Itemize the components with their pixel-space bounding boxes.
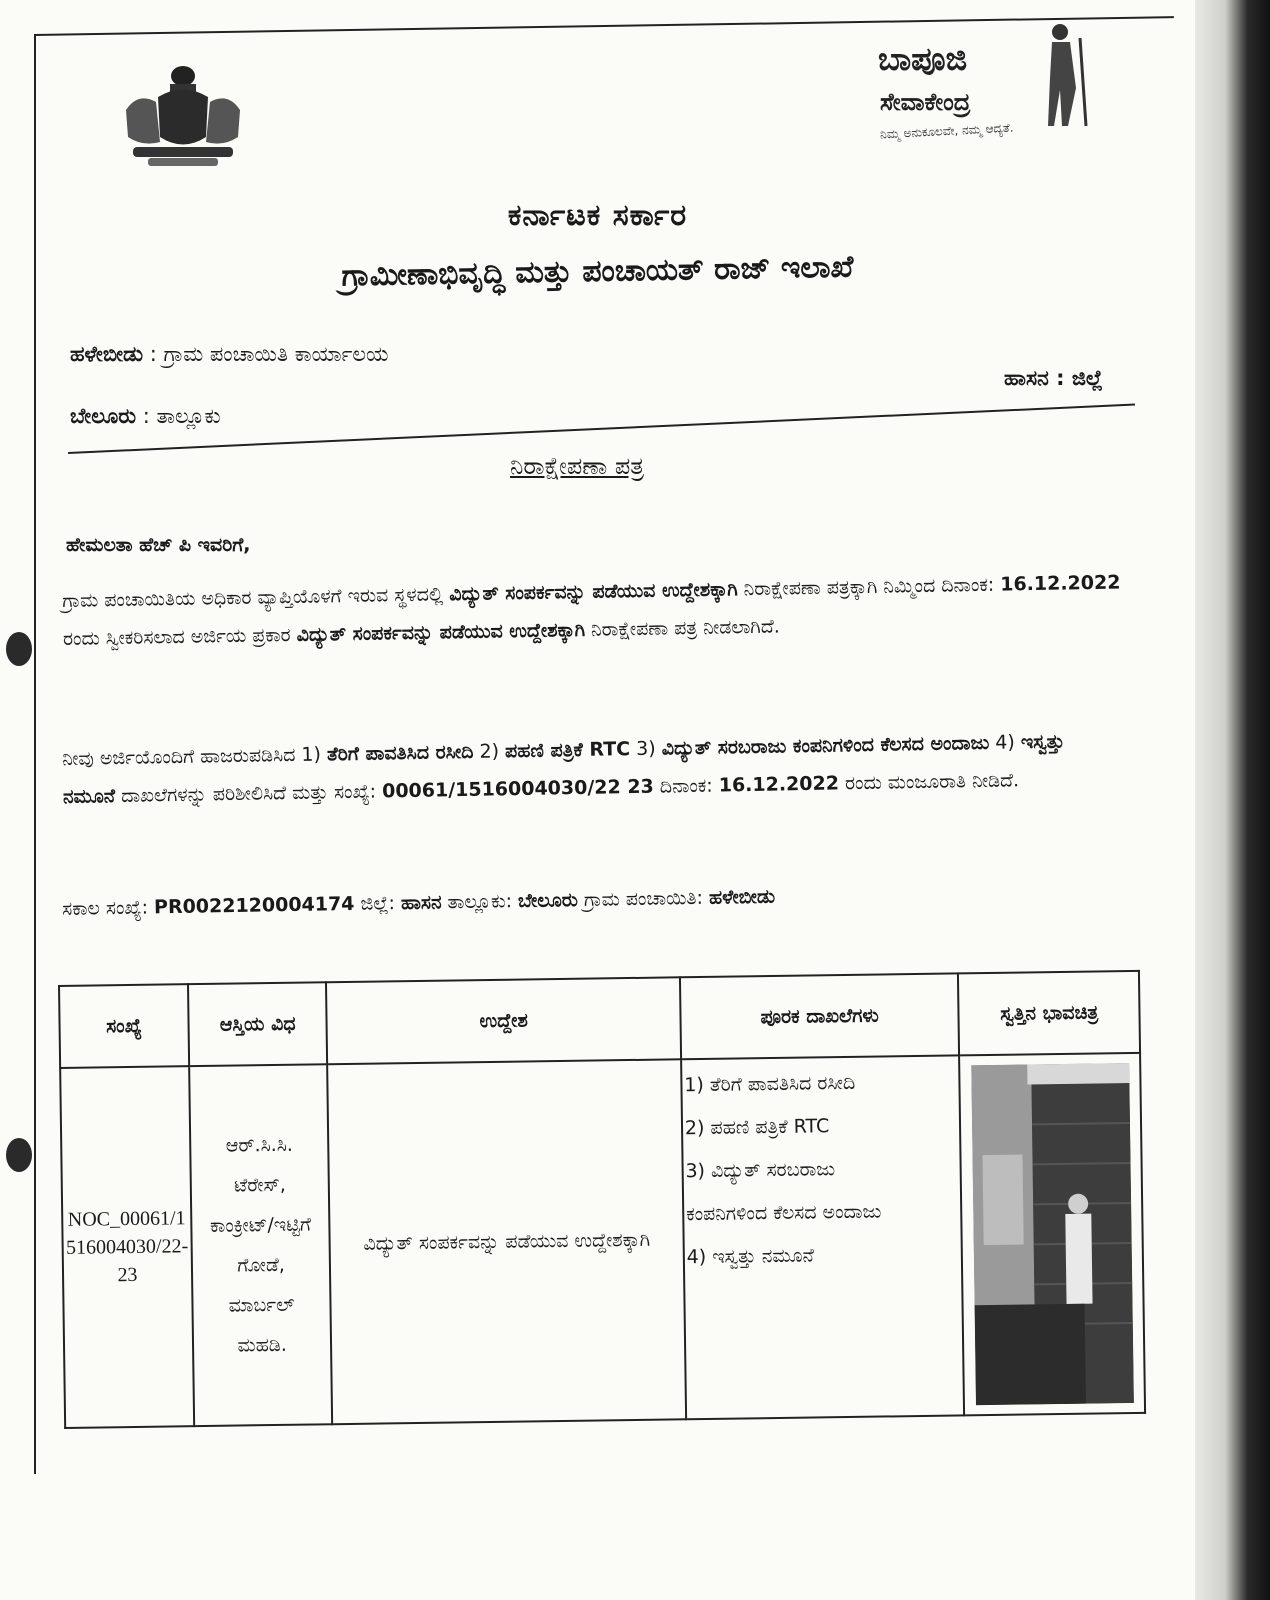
taluk-name: ಬೇಲೂರು [70, 404, 137, 428]
noc-number: NOC_00061/1516004030/22-23 [60, 1066, 194, 1428]
para1-text: ನಿರಾಕ್ಷೇಪಣಾ ಪತ್ರ ನೀಡಲಾಗಿದೆ. [584, 615, 780, 641]
documents-cell [681, 1055, 965, 1419]
approval-date: 16.12.2022 [718, 772, 840, 797]
addressee: ಹೇಮಲತಾ ಹೆಚ್ ಪಿ ಇವರಿಗೆ, [66, 534, 251, 556]
sakala-number: PR0022120004174 [153, 892, 355, 919]
para1-bold: ವಿದ್ಯುತ್ ಸಂಪರ್ಕವನ್ನು ಪಡೆಯುವ ಉದ್ದೇಶಕ್ಕಾಗಿ [296, 618, 586, 646]
approval-number: 00061/1516004030/22 23 [381, 775, 654, 803]
page-border-left [34, 34, 36, 1474]
gandhi-figure-icon [1030, 18, 1090, 128]
logo-line-1: ಬಾಪೂಜಿ [878, 40, 968, 78]
doc-1: ತೆರಿಗೆ ಪಾವತಿಸಿದ ರಸೀದಿ [326, 740, 474, 766]
para1-text: ಗ್ರಾಮ ಪಂಚಾಯಿತಿಯ ಅಧಿಕಾರ ವ್ಯಾಪ್ತಿಯೊಳಗೆ ಇರುವ ಸ್ಥಳದಲ್ಲಿ [62, 583, 450, 612]
header-photo: ಸ್ವತ್ತಿನ ಭಾವಚಿತ್ರ [958, 971, 1140, 1056]
document-item: 4) ಇಸ್ವತ್ತು ನಮೂನೆ [686, 1244, 815, 1269]
table-row [60, 1053, 1145, 1428]
property-type-cell [189, 1064, 333, 1426]
property-type-line: ಮಾರ್ಬಲ್ [228, 1293, 295, 1317]
doc-2: ಪಹಣಿ ಪತ್ರಿಕೆ RTC [504, 738, 631, 763]
para1-bold: ವಿದ್ಯುತ್ ಸಂಪರ್ಕವನ್ನು ಪಡೆಯುವ ಉದ್ದೇಶಕ್ಕಾಗಿ [449, 578, 738, 606]
sakala-taluk: ಬೇಲೂರು [517, 888, 579, 913]
logo-tagline: ನಿಮ್ಮ ಅನುಕೂಲವೇ, ನಮ್ಮ ಆದ್ಯತೆ. [879, 120, 1014, 142]
para2-text: 3) [629, 737, 662, 761]
bapuji-sevakendra-logo [870, 18, 1090, 148]
header-property-type: ಆಸ್ತಿಯ ವಿಧ [188, 982, 328, 1066]
noc-details-table [58, 970, 1146, 1429]
sakala-line [62, 886, 775, 920]
property-photo [971, 1063, 1134, 1405]
logo-line-2: ಸೇವಾಕೇಂದ್ರ [880, 88, 971, 116]
sakala-gp-label: ಗ್ರಾಮ ಪಂಚಾಯಿತಿ: [577, 886, 710, 911]
property-type-line: ಟೆರೇಸ್, [233, 1173, 286, 1197]
property-type-line: ಆರ್.ಸಿ.ಸಿ. [225, 1133, 294, 1157]
para2-text: ದಿನಾಂಕ: [653, 774, 719, 798]
taluk-label: : ತಾಲ್ಲೂಕು [142, 404, 221, 428]
table-header-row [59, 971, 1140, 1068]
document-item: 1) ತೆರಿಗೆ ಪಾವತಿಸಿದ ರಸೀದಿ [684, 1071, 856, 1097]
photo-cell [960, 1053, 1146, 1415]
para1-text: ರಂದು ಸ್ವೀಕರಿಸಲಾದ ಅರ್ಜಿಯ ಪ್ರಕಾರ [62, 623, 297, 650]
para2-text: ನೀವು ಅರ್ಜಿಯೊಂದಿಗೆ ಹಾಜರುಪಡಿಸಿದ 1) [62, 743, 328, 770]
state-emblem-icon [118, 62, 248, 172]
page-shadow-edge [1195, 0, 1270, 1600]
para2-text: ದಾಖಲೆಗಳನ್ನು ಪರಿಶೀಲಿಸಿದೆ ಮತ್ತು ಸಂಖ್ಯೆ: [114, 780, 383, 808]
doc-3: ವಿದ್ಯುತ್ ಸರಬರಾಜು ಕಂಪನಿಗಳಿಂದ ಕೆಲಸದ ಅಂದಾಜು [661, 731, 990, 760]
punch-hole [6, 632, 32, 666]
paragraph-2 [62, 722, 1123, 816]
document-item: 3) ವಿದ್ಯುತ್ ಸರಬರಾಜು [685, 1158, 836, 1183]
para2-text: 4) [989, 731, 1022, 754]
gram-panchayat-line [70, 342, 388, 367]
sakala-district: ಹಾಸನ [400, 891, 442, 915]
property-type-line: ಕಾಂಕ್ರೀಟ್/ಇಟ್ಟಿಗೆ [209, 1213, 312, 1237]
sakala-taluk-label: ತಾಲ್ಲೂಕು: [441, 890, 519, 914]
application-date: 16.12.2022 [1000, 571, 1121, 596]
department-title: ಗ್ರಾಮೀಣಾಭಿವೃದ್ಧಿ ಮತ್ತು ಪಂಚಾಯತ್ ರಾಜ್ ಇಲಾಖೆ [341, 249, 854, 294]
document-item: 2) ಪಹಣಿ ಪತ್ರಿಕೆ RTC [684, 1115, 830, 1140]
property-type-line: ಮಹಡಿ. [237, 1333, 287, 1357]
header-number: ಸಂಖ್ಯೆ [59, 984, 189, 1068]
district-line: ಹಾಸನ : ಜಿಲ್ಲೆ [1004, 366, 1103, 390]
gp-name: ಹಳೇಬೀಡು [70, 342, 144, 366]
sakala-district-label: ಜಿಲ್ಲೆ: [354, 892, 402, 915]
purpose-cell: ವಿದ್ಯುತ್ ಸಂಪರ್ಕವನ್ನು ಪಡೆಯುವ ಉದ್ದೇಶಕ್ಕಾಗಿ [328, 1059, 686, 1424]
sakala-label: ಸಕಾಲ ಸಂಖ್ಯೆ: [62, 896, 155, 920]
letter-subject: ನಿರಾಕ್ಷೇಪಣಾ ಪತ್ರ [510, 452, 645, 480]
taluk-line [70, 404, 221, 429]
property-type-line: ಗೋಡೆ, [237, 1253, 285, 1277]
paragraph-1 [62, 564, 1123, 658]
para2-text: ರಂದು ಮಂಜೂರಾತಿ ನೀಡಿದೆ. [838, 769, 1020, 795]
gp-label: : ಗ್ರಾಮ ಪಂಚಾಯಿತಿ ಕಾರ್ಯಾಲಯ [149, 342, 389, 366]
para2-text: 2) [473, 740, 506, 763]
document-item: ಕಂಪನಿಗಳಿಂದ ಕೆಲಸದ ಅಂದಾಜು [685, 1200, 882, 1226]
header-documents: ಪೂರಕ ದಾಖಲೆಗಳು [680, 973, 960, 1059]
sakala-gp: ಹಳೇಬೀಡು [708, 885, 776, 909]
header-purpose: ಉದ್ದೇಶ [326, 977, 681, 1064]
punch-hole [6, 1138, 32, 1172]
para1-text: ನಿರಾಕ್ಷೇಪಣಾ ಪತ್ರಕ್ಕಾಗಿ ನಿಮ್ಮಿಂದ ದಿನಾಂಕ: [737, 573, 1001, 601]
header-divider [68, 404, 1135, 454]
doc-4: ಇಸ್ವತ್ತು ನಮೂನೆ [62, 730, 1065, 808]
government-title: ಕರ್ನಾಟಕ ಸರ್ಕಾರ [507, 198, 688, 233]
